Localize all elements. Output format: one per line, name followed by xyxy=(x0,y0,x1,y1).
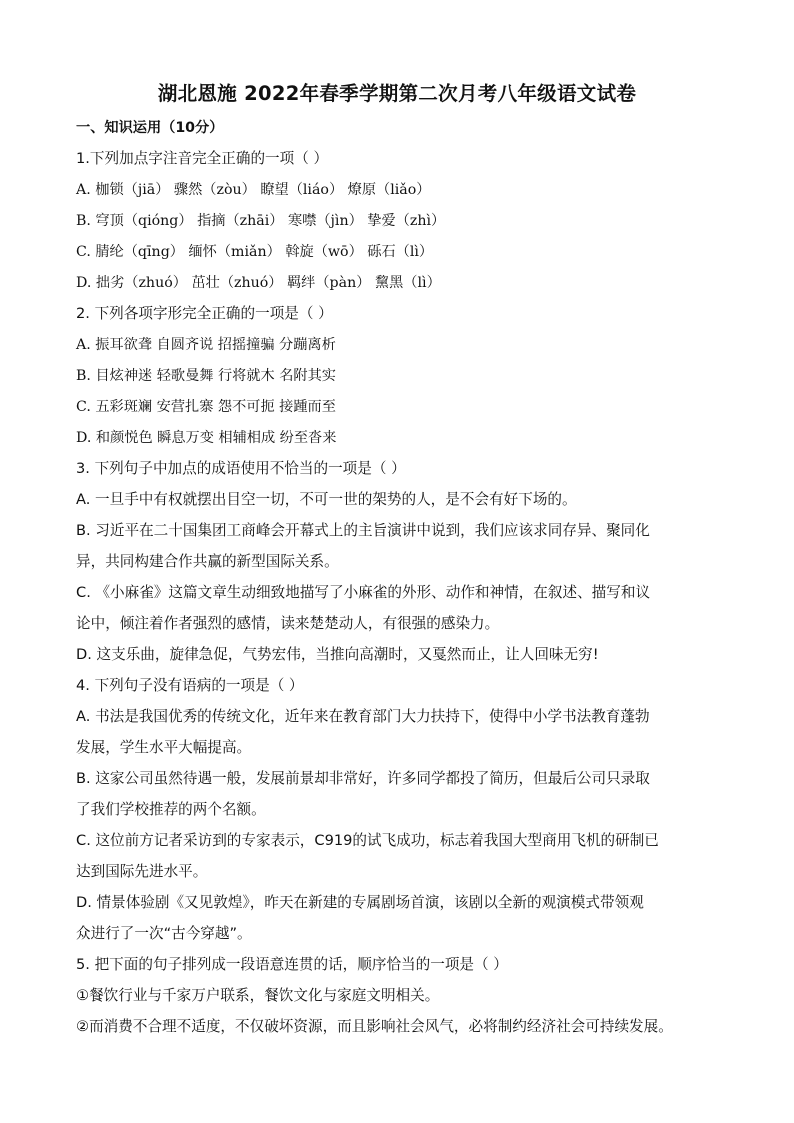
question-3-option-d: D. 这支乐曲，旋律急促，气势宏伟，当推向高潮时，又戛然而止，让人回味无穷! xyxy=(76,646,599,663)
question-3-option-c-line1: C. 《小麻雀》这篇文章生动细致地描写了小麻雀的外形、动作和神情，在叙述、描写和议 xyxy=(76,584,651,601)
question-1-stem: 1.下列加点字注音完全正确的一项（ ） xyxy=(76,150,329,167)
question-4-option-d-line2: 众进行了一次“古今穿越”。 xyxy=(76,925,252,942)
question-1-option-b: B. 穹顶（qióng） 指摘（zhāi） 寒噤（jìn） 挚爱（zhì） xyxy=(76,213,446,229)
question-3-option-c-line2: 论中，倾注着作者强烈的感情，读来楚楚动人，有很强的感染力。 xyxy=(76,615,500,632)
question-2-option-d: D. 和颜悦色 瞬息万变 相辅相成 纷至沓来 xyxy=(76,430,337,446)
question-3-option-b-line2: 异，共同构建合作共赢的新型国际关系。 xyxy=(76,553,339,570)
question-4-option-a-line2: 发展，学生水平大幅提高。 xyxy=(76,739,252,756)
question-4-option-c-line2: 达到国际先进水平。 xyxy=(76,863,208,880)
question-4-option-d-line1: D. 情景体验剧《又见敦煌》，昨天在新建的专属剧场首演，该剧以全新的观演模式带领观 xyxy=(76,894,644,911)
question-1-option-c: C. 腈纶（qīng） 缅怀（miǎn） 斡旋（wō） 砾石（lì） xyxy=(76,244,434,260)
question-5-sentence-1: ①餐饮行业与千家万户联系，餐饮文化与家庭文明相关。 xyxy=(76,987,440,1004)
question-4-option-b-line1: B. 这家公司虽然待遇一般，发展前景却非常好，许多同学都投了简历，但最后公司只录取 xyxy=(76,770,650,787)
exam-title: 湖北恩施 2022年春季学期第二次月考八年级语文试卷 xyxy=(157,82,637,105)
question-2-stem: 2. 下列各项字形完全正确的一项是（ ） xyxy=(76,305,333,322)
question-4-option-b-line2: 了我们学校推荐的两个名额。 xyxy=(76,801,266,818)
question-4-stem: 4. 下列句子没有语病的一项是（ ） xyxy=(76,677,304,694)
question-4-option-a-line1: A. 书法是我国优秀的传统文化，近年来在教育部门大力扶持下，使得中小学书法教育蓬勃 xyxy=(76,708,650,725)
question-2-option-a: A. 振耳欲聋 自圆齐说 招摇撞骗 分蹦离析 xyxy=(76,337,336,353)
question-3-option-a: A. 一旦手中有权就摆出目空一切，不可一世的架势的人，是不会有好下场的。 xyxy=(76,491,577,508)
question-2-option-b: B. 目炫神迷 轻歌曼舞 行将就木 名附其实 xyxy=(76,368,336,384)
section-heading: 一、知识运用（10分） xyxy=(76,120,224,136)
question-5-sentence-2: ②而消费不合理不适度，不仅破坏资源，而且影响社会风气，必将制约经济社会可持续发展。 xyxy=(76,1018,673,1035)
question-4-option-c-line1: C. 这位前方记者采访到的专家表示，C919的试飞成功，标志着我国大型商用飞机的研制已 xyxy=(76,832,659,849)
question-5-stem: 5. 把下面的句子排列成一段语意连贯的话，顺序恰当的一项是（ ） xyxy=(76,956,508,973)
question-1-option-d: D. 拙劣（zhuó） 茁壮（zhuó） 羁绊（pàn） 黧黑（lì） xyxy=(76,275,441,291)
question-3-option-b-line1: B. 习近平在二十国集团工商峰会开幕式上的主旨演讲中说到，我们应该求同存异、聚同化 xyxy=(76,522,650,539)
question-3-stem: 3. 下列句子中加点的成语使用不恰当的一项是（ ） xyxy=(76,460,406,477)
question-1-option-a: A. 枷锁（jiā） 骤然（zòu） 瞭望（liáo） 燎原（liǎo） xyxy=(76,182,431,198)
question-2-option-c: C. 五彩斑斓 安营扎寨 怨不可扼 接踵而至 xyxy=(76,399,336,415)
